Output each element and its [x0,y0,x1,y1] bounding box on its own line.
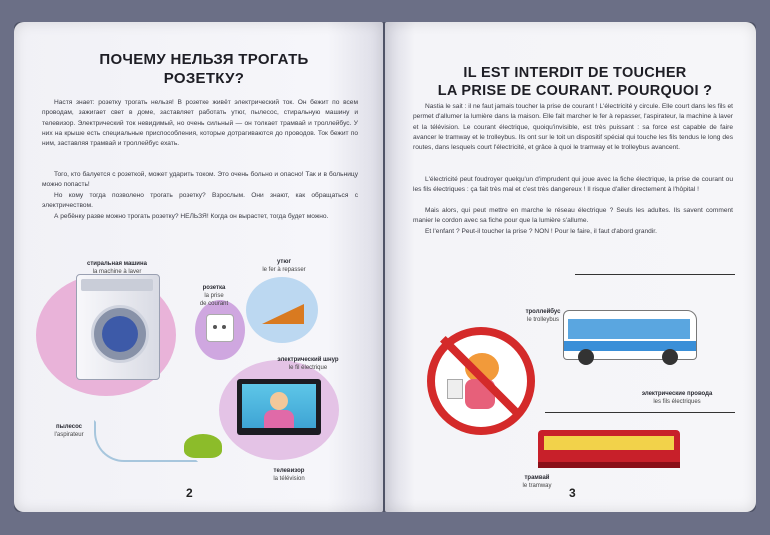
caption-trolleybus: троллейбус le trolleybus [525,309,561,323]
page-number-left: 2 [186,486,193,500]
vacuum-hose [94,420,198,462]
left-title-line2: РОЗЕТКУ? [163,70,245,87]
right-title-line2: LA PRISE DE COURANT. POURQUOI ? [437,83,713,99]
caption-tv: телевизор la télévision [273,468,305,482]
trolley-overhead-wire [575,274,735,275]
left-paragraph-1: Настя знает: розетку трогать нельзя! В розетке живёт электрический ток. Он бежит по всем проводам, зажигает свет в доме, заставляет работать утюг, пылесос, стиральную машину и телевизор. Электрический ток невидимый, но очень сильный — он толкает трамвай и троллейбус. У них на крыше есть специальные приспособления, которые дотрагиваются до проводов. Ток бежит по ним, заставляя трамвай и троллейбус ехать. [42,99,358,148]
caption-washer: стиральная машина la machine à laver [87,261,147,275]
left-page [14,22,383,512]
tv-illustration [237,379,321,435]
right-title [415,64,735,100]
caption-vacuum: пылесос l'aspirateur [54,424,84,438]
left-paragraph-2: Того, кто балуется с розеткой, может ударить током. Это очень больно и опасно! Так и в больницу можно попасть! [42,171,358,189]
left-paragraph-4: А ребёнку разве можно трогать розетку? НЕЛЬЗЯ! Когда он вырастет, тогда будет можно. [54,213,329,220]
right-paragraph-4: Et l'enfant ? Peut-il toucher la prise ? NON ! Pour le faire, il faut d'abord grandir. [425,228,657,235]
left-title [54,50,354,88]
right-page [385,22,756,512]
right-paragraph-3: Mais alors, qui peut mettre en marche le réseau électrique ? Seuls les adultes. Ils savent comment manier le cordon avec sa fiche pour que la lumière s'allume. [413,207,733,225]
caption-tram: трамвай le tramway [522,475,552,489]
left-title-line1: ПОЧЕМУ НЕЛЬЗЯ ТРОГАТЬ [99,51,309,68]
tram-illustration [538,430,680,468]
left-paragraph-3: Но кому тогда позволено трогать розетку? Взрослым. Они знают, как обращаться с электричеством. [42,192,358,210]
tram-overhead-wire [545,412,735,413]
prohibition-sign-icon [427,327,535,435]
right-paragraph-2: L'électricité peut foudroyer quelqu'un d'imprudent qui joue avec la fiche électrique, la prise de courant ou les fils électriques : ça fait très mal et c'est très dangereux ! Il risque d'aller directement à l'hôpital ! [413,176,733,194]
right-paragraph-1: Nastia le sait : il ne faut jamais toucher la prise de courant ! L'électricité y circule. Elle court dans les fils et permet d'allumer la lumière dans la maison. Elle fait marcher le fer à repasser, l'aspirateur, la machine à laver et la télévision. Le courant électrique, quoiqu'invisible, est très puissant : sa force est capable de faire avancer le tramway et le trolleybus. Ils ont sur le toit un dispositif spécial qui touche les fils tendus le long des routes, dans lesquels court l'électricité, et grâce à quoi le tramway et le trolleybus avancent. [413,103,734,152]
caption-cord: электрический шнур le fil électrique [277,357,339,371]
caption-socket: розетка la prise de courant [199,285,229,307]
trolleybus-illustration [563,310,697,360]
socket-icon [206,314,234,342]
iron-icon [262,304,304,324]
open-book [14,22,756,512]
right-title-line1: IL EST INTERDIT DE TOUCHER [463,65,687,81]
caption-iron: утюг le fer à repasser [262,259,306,273]
page-number-right: 3 [569,486,576,500]
washing-machine-illustration [76,274,160,380]
caption-wires: электрические провода les fils électriques [641,391,713,405]
